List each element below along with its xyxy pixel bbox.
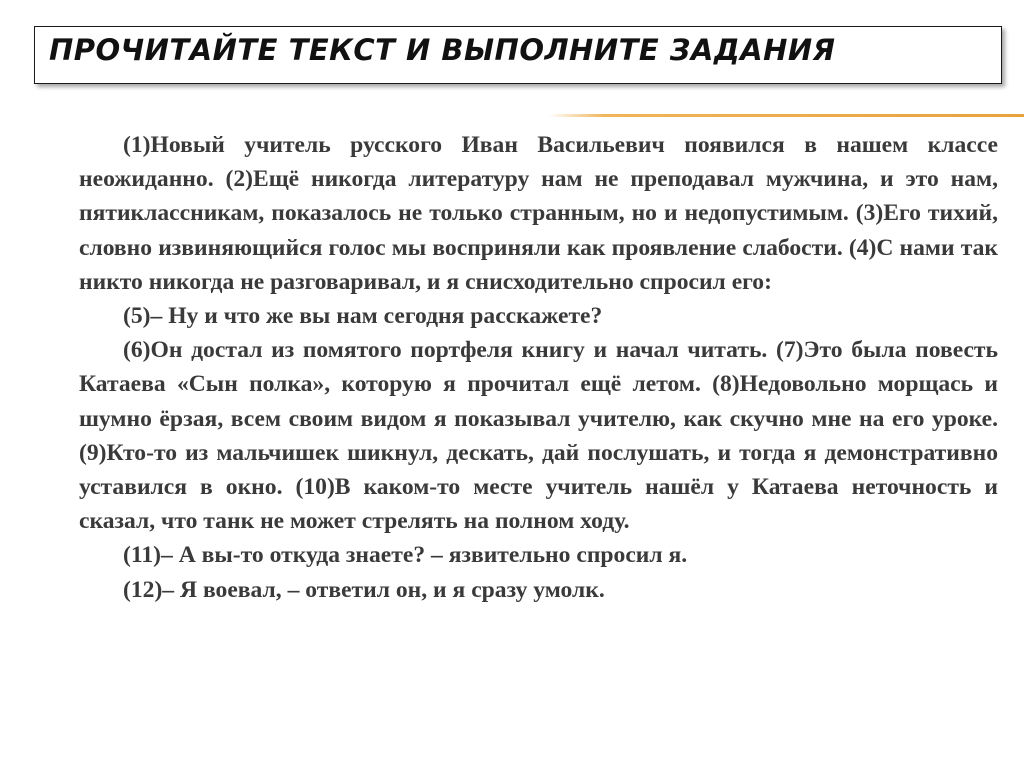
paragraph-3: (6)Он достал из помятого портфеля книгу и начал читать. (7)Это была повесть Катаева «Сын полка», которую я прочитал ещё летом. (8)Недовольно морщась и шумно ёрзая, всем своим видом я показывал учителю, как скучно мне на его уроке. (9)Кто-то из мальчишек шикнул, дескать, дай послушать, и тогда я демонстративно уставился в окно. (10)В каком-то месте учитель нашёл у Катаева неточность и сказал, что танк не может стрелять на полном ходу. xyxy=(79,337,998,535)
paragraph-1: (1)Новый учитель русского Иван Васильевич появился в нашем классе неожиданно. (2)Ещё никогда литературу нам не преподавал мужчина, и это нам, пятиклассникам, показалось не только странным, но и недопустимым. (3)Его тихий, словно извиняющийся голос мы восприняли как проявление слабости. (4)С нами так никто никогда не разговаривал, и я снисходительно спросил его: xyxy=(79,132,998,295)
story-text xyxy=(79,128,998,607)
accent-divider xyxy=(548,114,1024,117)
slide-title: ПРОЧИТАЙТЕ ТЕКСТ И ВЫПОЛНИТЕ ЗАДАНИЯ xyxy=(49,33,836,67)
title-box xyxy=(34,26,1002,84)
paragraph-5: (12)– Я воевал, – ответил он, и я сразу умолк. xyxy=(123,576,605,603)
paragraph-4: (11)– А вы-то откуда знаете? – язвительно спросил я. xyxy=(123,542,688,569)
paragraph-2: (5)– Ну и что же вы нам сегодня расскажете? xyxy=(123,303,603,330)
